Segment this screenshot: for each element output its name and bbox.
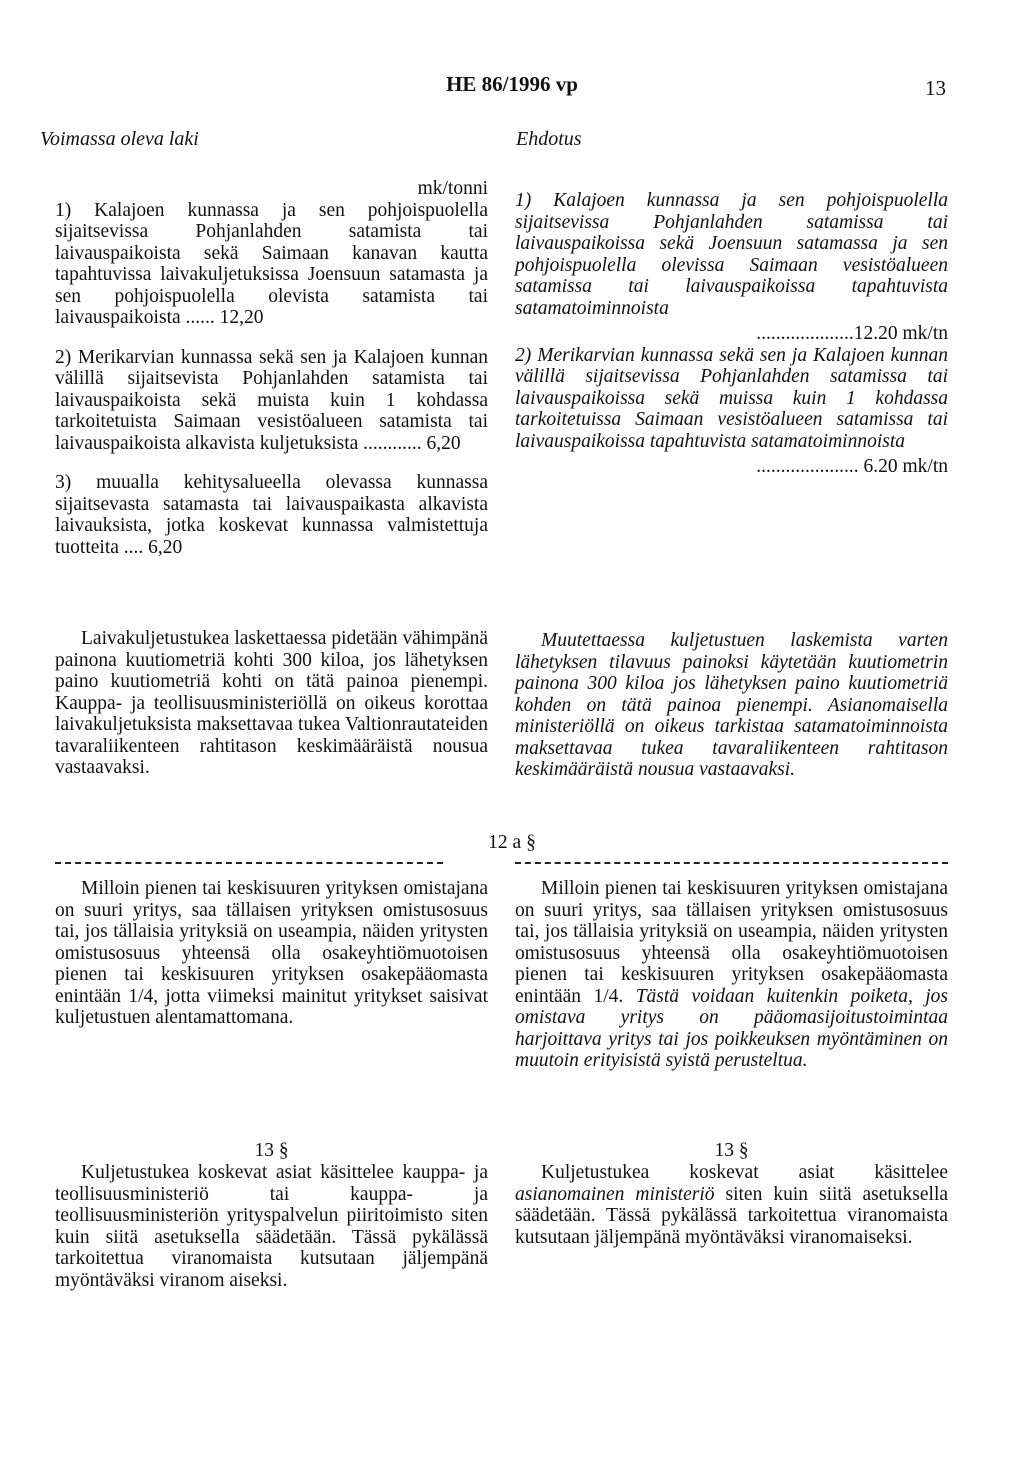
left-ownership-paragraph: Milloin pienen tai keskisuuren yrityksen omistajana on suuri yritys, saa tällaisen yrityksen omistusosuus tai, jos tällaisia yrityksiä on useampia, näiden yritysten omistusosuus yhteensä olla osakeyhtiömuotoisen pienen tai keskisuuren yrityksen osakepääomasta enintään 1/4, jotta viimeksi mainitut yritykset saisivat kuljetustuen alentamattomana. [55,878,488,1028]
left-rates-block [55,178,488,558]
right-section-13-text-a: Kuljetustukea koskevat asiat käsittelee [541,1162,948,1183]
right-rates-block [515,190,948,478]
right-item-2: 2) Merikarvian kunnassa sekä sen ja Kalajoen kunnan välillä sijaitsevissa Pohjanlahden satamissa tai laivauspaikoissa sekä muissa kuin 1 kohdassa tarkoitetuissa Saimaan vesistöalueen satamissa tai laivauspaikoissa tapahtuvista satamatoiminnoista [515,344,948,452]
right-item-1: 1) Kalajoen kunnassa ja sen pohjoispuolella sijaitsevissa Pohjanlahden satamissa tai laivauspaikoissa sekä Joensuun satamassa ja sen pohjoispuolella olevissa Saimaan vesistöalueen satamissa tai laivauspaikoissa tapahtuvista satamatoiminnoista [515,190,948,319]
left-section-13-heading: 13 § [254,1140,289,1161]
left-omission-dashes [55,862,443,864]
right-section-13-paragraph [515,1162,948,1248]
right-weight-paragraph: Muutettaessa kuljetustuen laskemista varten lähetyksen tilavuus painoksi käytetään kuutiometrin painona 300 kiloa jos lähetyksen paino kuutiometriä kohden on tätä painoa pienempi. Asianomaisella ministeriöllä on oikeus tarkistaa satamatoiminnoista maksettavaa tukea tavaraliikenteen rahtitason keskimääräistä nousua vastaavaksi. [515,630,948,780]
unit-label: mk/tonni [417,178,488,199]
document-reference: HE 86/1996 vp [446,72,578,96]
right-item-1-rate: ....................12.20 mk/tn [756,323,948,344]
right-ownership-exception: Tästä voidaan kuitenkin poiketa, jos omistava yritys on pääomasijoitustoimintaa harjoittava yritys tai jos poikkeuksen myöntäminen on muutoin erityisistä syistä perusteltua. [515,985,949,1071]
right-section-13-ministry: asianomainen ministeriö [515,1183,715,1205]
right-ownership-text: Milloin pienen tai keskisuuren yrityksen omistajana on suuri yritys, saa tällaisen yrityksen omistusosuus tai, jos tällaisia yrityksiä on useampia, näiden yritysten omistusosuus yhteensä olla osakeyhtiömuotoisen pienen tai keskisuuren yrityksen osakepääomasta enintään 1/4. [515,878,948,1007]
left-column-title: Voimassa oleva laki [40,128,199,150]
right-omission-dashes [515,862,948,864]
left-item-3: 3) muualla kehitysalueella olevassa kunnassa sijaitsevasta satamasta tai laivauspaikasta alkavista laivauksista, jotka koskevat kunnassa valmistettuja tuotteita .... 6,20 [55,472,488,558]
left-item-2: 2) Merikarvian kunnassa sekä sen ja Kalajoen kunnan välillä sijaitsevista Pohjanlahden satamista tai laivauspaikoista sekä muista kuin 1 kohdassa tarkoitetuista Saimaan vesistöalueen satamista tai laivauspaikoista alkavista kuljetuksista ............ 6,20 [55,346,488,454]
right-item-2-rate: ..................... 6.20 mk/tn [756,456,948,477]
right-ownership-paragraph [515,878,948,1072]
left-weight-paragraph: Laivakuljetustukea laskettaessa pidetään vähimpänä painona kuutiometriä kohti 300 kiloa, jos lähetyksen paino kuutiometriä kohti on tätä painoa pienempi. Kauppa- ja teollisuusministeriöllä on oikeus korottaa laivakuljetuksista maksettavaa tukea Valtionrautateiden tavaraliikenteen rahtitason keskimääräistä nousua vastaavaksi. [55,628,488,778]
right-section-13-heading: 13 § [714,1140,749,1161]
section-12a-heading: 12 a § [488,832,536,853]
right-column-title: Ehdotus [516,128,582,150]
left-item-1: 1) Kalajoen kunnassa ja sen pohjoispuolella sijaitsevissa Pohjanlahden satamista tai laivauspaikoista sekä Saimaan kanavan kautta tapahtuvissa laivakuljetuksissa Joensuun satamasta ja sen pohjoispuolella olevista satamista tai laivauspaikoista ...... 12,20 [55,199,488,328]
left-section-13-paragraph: Kuljetustukea koskevat asiat käsittelee kauppa- ja teollisuusministeriö tai kauppa- ja teollisuusministeriön yrityspalvelun piiritoimisto siten kuin siitä asetuksella säädetään. Tässä pykälässä tarkoitettua viranomaista kutsutaan jäljempänä myöntäväksi viranom aiseksi. [55,1162,488,1291]
right-section-13-text-b: siten kuin siitä asetuksella säädetään. Tässä pykälässä tarkoitettua viranomaista kutsutaan jäljempänä myöntäväksi viranomaiseksi. [515,1183,949,1248]
page-number: 13 [925,76,946,100]
